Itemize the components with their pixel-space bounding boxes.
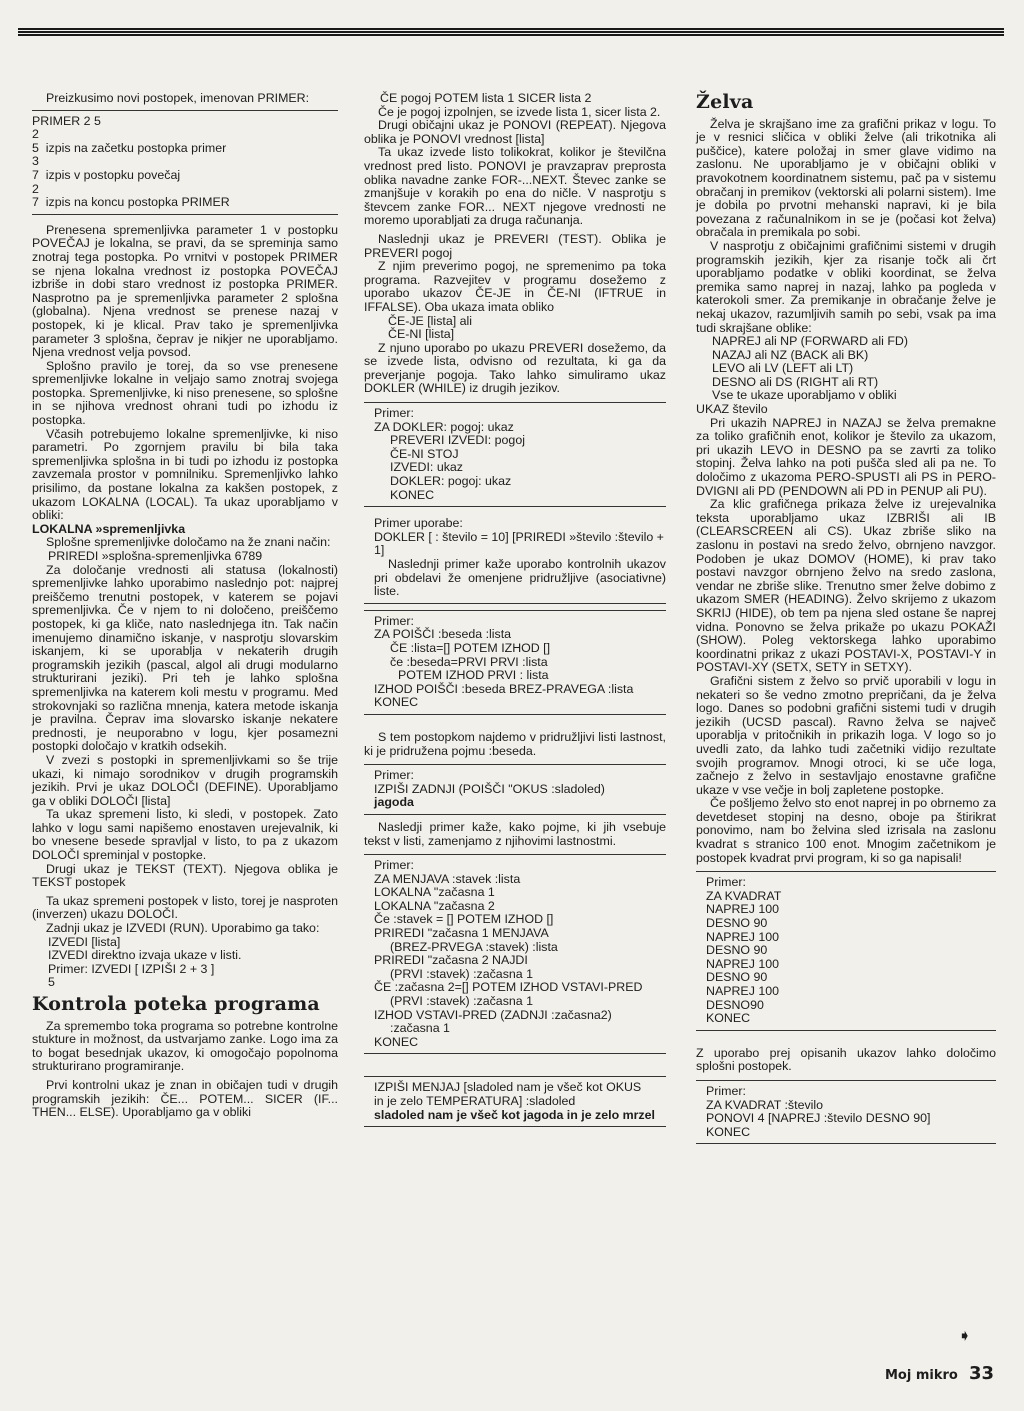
code-line: KONEC (374, 1034, 419, 1049)
code-line: Primer uporabe: (374, 516, 463, 531)
code-line: Primer: (374, 406, 414, 421)
code-line: DESNO 90 (706, 943, 768, 958)
code-line: 2 (32, 181, 39, 196)
code-line: NAPREJ 100 (706, 956, 780, 971)
code-line: DOKLER [ : število = 10] [PRIREDI »število :število + 1] (374, 529, 668, 558)
code-line: ČE pogoj POTEM lista 1 SICER lista 2 (380, 91, 592, 105)
code-line: PRIMER 2 5 (32, 113, 101, 128)
code-line: IZHOD POIŠČI :beseda BREZ-PRAVEGA :lista (374, 681, 634, 696)
example-box (364, 854, 666, 1054)
code-line: ČE-NI STOJ (390, 446, 459, 461)
code-line: IZPIŠI MENJAJ [sladoled nam je všeč kot OKUS (374, 1080, 642, 1095)
code-line: ČE-JE [lista] ali (388, 313, 472, 328)
code-line: NAPREJ 100 (706, 902, 780, 917)
code-line: PONOVI 4 [NAPREJ :število DESNO 90] (706, 1111, 931, 1126)
code-line: PRIREDI "začasna 1 MENJAVA (374, 926, 549, 941)
code-line: DOKLER: pogoj: ukaz (390, 474, 512, 489)
code-line: (PRVI :stavek) :začasna 1 (390, 994, 534, 1009)
paragraph: Splošne spremenljivke določamo na že znani način: (46, 535, 331, 550)
paragraph: Ta ukaz spremeni postopek v listo, torej je nasproten (inverzen) ukazu DOLOČI. (32, 893, 338, 922)
paragraph: Pri ukazih NAPREJ in NAZAJ se želva premakne za toliko grafičnih enot, kolikor je število za ukazom, pri ukazih LEVO in DESNO pa se zavrti za toliko stopinj. Želva lahko na poti pušča sled ali pa ne. To določimo z ukazoma PERO-SPUSTI ali PS in PERO-DVIGNI ali PD (PENDOWN ali PD in PENUP ali PU). (696, 415, 996, 498)
code-line: če :beseda=PRVI PRVI :lista (390, 654, 548, 669)
paragraph: Za klic grafičnega prikaza želve iz urejevalnika teksta uporabljamo ukaz IZBRIŠI ali IB (CLEARSCREEN ali CS). Ukaz zbriše sliko na zaslonu in postavi na sredo želvo, obrnjeno navzgor. Podoben je ukaz DOMOV (HOME), ki prav tako postavi navzgor obrnjeno želvo na sredo zaslona, vendar ne zbriše slike. Trenutno smer želve dobimo z ukazom SMER (HEADING). Želvo skrijemo z ukazom SKRIJ (HIDE), ob tem pa njena sled ostane še naprej vidna. Ponovno se želva prikaže po ukazu POKAŽI (SHOW). Poleg vektorskega lahko uporabimo koordinatni prikaz z ukazi POSTAVI-X, POSTAVI-Y in POSTAVI-XY (SETX, SETY in SETXY). (696, 497, 996, 675)
code-line: Primer: (374, 768, 414, 783)
code-line: UKAZ število (696, 402, 768, 417)
code-line: Če :stavek = [] POTEM IZHOD [] (374, 912, 554, 927)
code-line: LOKALNA »spremenljivka (32, 521, 186, 536)
paragraph: Drugi običajni ukaz je PONOVI (REPEAT). Njegova oblika je PONOVI vrednost [lista] (364, 118, 666, 146)
code-line: 7 izpis v postopku povečaj (32, 167, 181, 182)
code-line: ZA MENJAVA :stavek :lista (374, 871, 521, 886)
paragraph: Z uporabo prej opisanih ukazov lahko določimo splošni postopek. (696, 1045, 996, 1074)
code-line: ČE-NI [lista] (388, 327, 455, 342)
column-3 (696, 92, 996, 1150)
paragraph: Za določanje vrednosti ali statusa (lokalnosti) spremenljivke lahko uporabimo naslednjo pot: najprej preiščemo trenutni postopek, v katerem se pojavi spremenljivka. Če v njem to ni določeno, preiščemo postopek, ki ga kliče, nato naslednjega itn. Tak način imenujemo dinamično iskanje, v nasprotju slovarskim iskanjem, ki se uporablja v nekaterih drugih programskih jezikih (pascal, algol ali drugi modularno strukturirani jeziki). Pri teh je lahko splošna spremenljivka na katerem koli mestu v programu. Med strokovnjaki so različna mnenja, katera metode iskanja je pravilna. Čeprav ima slovarsko iskanje nekatere prednosti, je neuporabno v logu, kjer posamezni postopki določajo v kratkih odsekih. (32, 562, 338, 754)
paragraph: Ta ukaz spremeni listo, ki sledi, v postopek. Zato lahko v logu sami napišemo enostaven urejevalnik, ki bo vnesene besede spravljal v listo, to pa z ukazom DOLOČI spreminjal v postopke. (32, 807, 338, 863)
code-line: ZA KVADRAT :število (706, 1097, 824, 1112)
divider (32, 110, 338, 111)
code-line: NAPREJ 100 (706, 929, 780, 944)
code-line: IZVEDI: ukaz (390, 460, 463, 475)
example-box (696, 1080, 996, 1144)
code-line: NAPREJ ali NP (FORWARD ali FD) (712, 334, 908, 349)
paragraph: Drugi ukaz je TEKST (TEXT). Njegova oblika je TEKST postopek (32, 861, 338, 890)
code-line: LEVO ali LV (LEFT ali LT) (712, 361, 854, 376)
paragraph: V zvezi s postopki in spremenljivkami so še trije ukazi, ki nimajo sorodnikov v drugih programskih jezikih. Prvi je ukaz DOLOČI (DEFINE). Uporabljamo ga v obliki DOLOČI [lista] (32, 752, 338, 808)
code-line: LOKALNA "začasna 1 (374, 885, 495, 900)
example-box (696, 871, 996, 1031)
paragraph: Če pošljemo želvo sto enot naprej in po obrnemo za devetdeset stopinj na desno, oboje pa štirikrat ponovimo, nam bo želvina sled izrisala na zaslonu kvadrat s stranico 100 enot. Mnogim začetnikom je postopek kvadrat prvi program, ki so ga napisali! (696, 796, 996, 865)
code-line: DESNO ali DS (RIGHT ali RT) (712, 374, 879, 389)
code-line: DESNO90 (706, 997, 764, 1012)
top-rule (18, 28, 1004, 37)
code-line: Primer: (706, 1083, 746, 1098)
paragraph: Z njuno uporabo po ukazu PREVERI dosežemo, da se izvede lista, odvisno od rezultata, ki ga da preverjanje pogoja. Tako lahko simuliramo ukaz DOKLER (WHILE) iz drugih jezikov. (364, 340, 666, 396)
example-box (364, 610, 666, 715)
arrow-right-icon: ➧ (958, 1328, 972, 1345)
paragraph: Včasih potrebujemo lokalne spremenljivke, ki niso parametri. Po zgornjem pravilu bi bila taka spremenljivka splošna in bi tudi po izhodu iz postopka zavzemala prostor v pomnilniku. Spremenljivko lahko prisilimo, da postane lokalna za kakšen postopek, z ukazom LOKALNA (LOCAL). Ta ukaz uporabljamo v obliki: (32, 426, 338, 523)
paragraph: Splošno pravilo je torej, da so vse prenesene spremenljivke lokalne in veljajo samo znotraj svojega postopka. Spremenljivke, ki niso prenesene, so splošne in se njihova vrednost ohrani tudi po izhodu iz postopka. (32, 358, 338, 428)
divider (32, 214, 338, 215)
code-line: 3 (32, 154, 39, 169)
paragraph: Zadnji ukaz je IZVEDI (RUN). Uporabimo ga tako: (46, 921, 320, 936)
code-block-primer (32, 115, 338, 210)
code-line: 2 (32, 127, 39, 142)
code-line: KONEC (374, 695, 419, 710)
code-line: PREVERI IZVEDI: pogoj (390, 433, 525, 448)
code-line: KONEC (706, 1011, 751, 1026)
code-line: in je zelo TEMPERATURA] :sladoled (374, 1094, 576, 1108)
paragraph: Prenesena spremenljivka parameter 1 v postopku POVEČAJ je lokalna, se pravi, da se spreminja samo znotraj tega postopka. Po vrnitvi v postopek PRIMER se njena lokalna vrednost iz postopka POVEČAJ izbriše in dobi staro vrednost iz postopka PRIMER. Nasprotno pa je spremenljivka parameter 2 splošna (globalna). Njena vrednost se prenese nazaj v postopek, ki je klical. Prav tako je spremenljivka parameter 3 splošna, čeprav je nikjer ne uporabljamo. Njena vrednost velja povsod. (32, 222, 338, 360)
paragraph: Nasledji primer kaže, kako pojme, ki jih vsebuje tekst v listi, zamenjamo z njihovimi lastnostmi. (364, 819, 666, 848)
code-line: LOKALNA "začasna 2 (374, 898, 495, 913)
page-footer (885, 1363, 994, 1384)
paragraph: Grafični sistem z želvo so prvič uporabili v logu in nekateri so še vedno zmotno prepričani, da je želva logo. Danes so podobni grafični sistemi tudi v drugih jezikih (UCSD pascal). Ravno želva se največ uporablja v pritočnikih in prikazih loga. V logo so jo uvedli zato, da lahko tudi začetniki vidijo rezultate svojih programov. Mnogi otroci, ki se uče loga, začnejo z želvo in sestavljajo enostavne grafične ukaze v vse večje in bolj zapletene postopke. (696, 673, 996, 797)
example-box (364, 513, 666, 604)
code-line: ZA KVADRAT (706, 888, 782, 903)
column-1 (32, 92, 338, 1120)
code-line: Primer: (706, 875, 746, 890)
code-line: :začasna 1 (390, 1021, 450, 1036)
code-line: sladoled nam je všeč kot jagoda in je zelo mrzel (374, 1107, 655, 1122)
code-line: Vse te ukaze uporabljamo v obliki (712, 388, 897, 403)
paragraph: S tem postopkom najdemo v pridružljivi listi lastnost, ki je pridružena pojmu :beseda. (364, 729, 666, 758)
code-line: ČE :lista=[] POTEM IZHOD [] (390, 640, 551, 655)
paragraph: Naslednji ukaz je PREVERI (TEST). Oblika je PREVERI pogoj (364, 231, 666, 260)
code-line: (PRVI :stavek) :začasna 1 (390, 966, 534, 981)
paragraph: Če je pogoj izpolnjen, se izvede lista 1, sicer lista 2. (378, 104, 661, 119)
code-line: Primer: IZVEDI [ IZPIŠI 2 + 3 ] (48, 961, 215, 976)
code-line: (BREZ-PRVEGA :stavek) :lista (390, 939, 558, 954)
example-box (364, 764, 666, 815)
code-line: IZPIŠI ZADNJI (POIŠČI "OKUS :sladoled) (374, 781, 605, 796)
code-line: Primer: (374, 858, 414, 873)
code-line: ZA POIŠČI :beseda :lista (374, 627, 512, 642)
example-box (364, 402, 666, 507)
code-line: IZHOD VSTAVI-PRED (ZADNJI :začasna2) (374, 1007, 612, 1022)
code-line: DESNO 90 (706, 916, 768, 931)
paragraph: Z njim preverimo pogoj, ne spremenimo pa toka programa. Razvejitev v programu dosežemo z uporabo ukazov ČE-JE in ČE-NI (IFTRUE in IFFALSE). Oba ukaza imata obliko (364, 259, 666, 314)
code-line: 5 (48, 975, 55, 990)
page-number: 33 (968, 1363, 994, 1384)
example-box (364, 1076, 666, 1127)
paragraph: V nasprotju z običajnimi grafičnimi sistemi v drugih programskih jezikih, kjer za risanje točk ali črt uporabljamo podatke v obliki koordinat, se želva premika samo naprej in nazaj, lahko pa pogleda v katerokoli smer. Za premikanje in obračanje želve je nekaj ukazov, razumljivih samih po sebi, vsak pa ima tudi skrajšane oblike: (696, 238, 996, 335)
code-line: KONEC (706, 1124, 751, 1139)
paragraph: Za spremembo toka programa so potrebne kontrolne stukture in možnost, da ustvarjamo zanke. Logo ima za to bogat besednjak ukazov, ki omogočajo popolnoma strukturirano programiranje. (32, 1018, 338, 1074)
code-line: NAPREJ 100 (706, 984, 780, 998)
paragraph: Želva je skrajšano ime za grafični prikaz v logu. To je v resnici sličica v obliki želve (ali trikotnika ali puščice), katere položaj in smer glave vidimo na zaslonu. Ne uporabljamo je v običajni obliki v pravokotnem koordinatnem sistemu, pač pa v sistemu obračanj in premikov (vektorski ali polarni sistem). Ime je dobila po prvotni mehanski napravi, ki je bila povezana z računalnikom in se je (počasi kot želva) obračala in premikala po sobi. (696, 116, 996, 240)
code-line: DESNO 90 (706, 970, 768, 985)
code-line: POTEM IZHOD PRVI : lista (398, 668, 549, 683)
paragraph: Preizkusimo novi postopek, imenovan PRIMER: (46, 91, 310, 105)
code-line: ČE :začasna 2=[] POTEM IZHOD VSTAVI-PRED (374, 980, 643, 995)
column-2 (364, 92, 666, 1133)
code-line: Primer: (374, 613, 414, 628)
magazine-name: Moj mikro (885, 1368, 958, 1383)
code-line: ZA DOKLER: pogoj: ukaz (374, 419, 514, 434)
paragraph: Ta ukaz izvede listo tolikokrat, kolikor je številčna vrednost pred listo. PONOVI je pravzaprav preprosta oblika navadne zanke FOR-...NEXT. Števec zanke se zmanjšuje v korakih po ena do ničle. V nasprotju s števcem zanke FOR... NEXT njegove vrednosti ne moremo uporabljati za druga računanja. (364, 145, 666, 228)
code-line: 7 izpis na koncu postopka PRIMER (32, 195, 230, 210)
paragraph: Prvi kontrolni ukaz je znan in običajen tudi v drugih programskih jezikih: ČE... POTEM... SICER (IF... THEN... ELSE). Uporabljamo ga v obliki (32, 1077, 338, 1120)
code-line: IZVEDI [lista] (48, 934, 121, 949)
section-heading: Kontrola poteka programa (32, 993, 320, 1015)
section-heading: Želva (696, 91, 754, 113)
code-line: jagoda (374, 795, 414, 810)
code-line: PRIREDI »splošna-spremenljivka 6789 (48, 549, 263, 563)
code-line: KONEC (390, 487, 435, 502)
code-line: IZVEDI direktno izvaja ukaze v listi. (48, 948, 242, 963)
code-line: 5 izpis na začetku postopka primer (32, 140, 227, 155)
code-line: NAZAJ ali NZ (BACK ali BK) (712, 347, 869, 362)
paragraph: Naslednji primer kaže uporabo kontrolnih ukazov pri obdelavi že omenjene pridružljive (asociativne) liste. (374, 557, 666, 599)
code-line: PRIREDI "začasna 2 NAJDI (374, 953, 528, 968)
